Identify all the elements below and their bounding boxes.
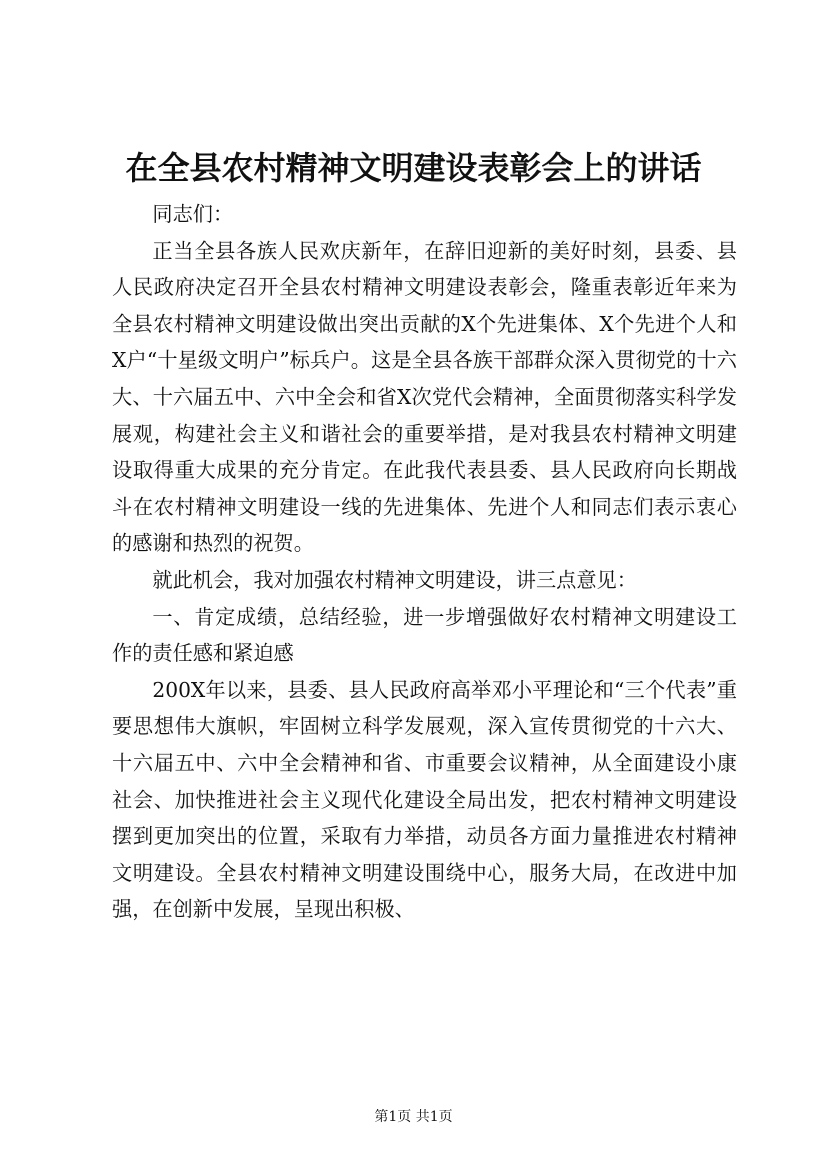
greeting: 同志们： bbox=[152, 202, 234, 226]
document-body bbox=[112, 196, 737, 928]
document-title: 在全县农村精神文明建设表彰会上的讲话 bbox=[125, 149, 702, 187]
paragraph-opening: 正当全县各族人民欢庆新年，在辞旧迎新的美好时刻，县委、县人民政府决定召开全县农村精神文明建设表彰会，隆重表彰近年来为全县农村精神文明建设做出突出贡献的X个先进集体、X个先进个人和X户“十星级文明户”标兵户。这是全县各族干部群众深入贯彻党的十六大、十六届五中、六中全会和省X次党代会精神，全面贯彻落实科学发展观，构建社会主义和谐社会的重要举措，是对我县农村精神文明建设取得重大成果的充分肯定。在此我代表县委、县人民政府向长期战斗在农村精神文明建设一线的先进集体、先进个人和同志们表示衷心的感谢和热烈的祝贺。 bbox=[112, 238, 737, 556]
paragraph-three-points: 就此机会，我对加强农村精神文明建设，讲三点意见： bbox=[152, 567, 637, 592]
section-heading-one: 一、肯定成绩，总结经验，进一步增强做好农村精神文明建设工作的责任感和紧迫感 bbox=[112, 604, 737, 666]
paragraph-achievements: 200X年以来，县委、县人民政府高举邓小平理论和“三个代表”重要思想伟大旗帜，牢固树立科学发展观，深入宣传贯彻党的十六大、十六届五中、六中全会精神和省、市重要会议精神，从全面建设小康社会、加快推进社会主义现代化建设全局出发，把农村精神文明建设摆到更加突出的位置，采取有力举措，动员各方面力量推进农村精神文明建设。全县农村精神文明建设围绕中心，服务大局，在改进中加强，在创新中发展，呈现出积极、 bbox=[112, 677, 737, 922]
page-footer: 第1页 共1页 bbox=[374, 1109, 453, 1125]
